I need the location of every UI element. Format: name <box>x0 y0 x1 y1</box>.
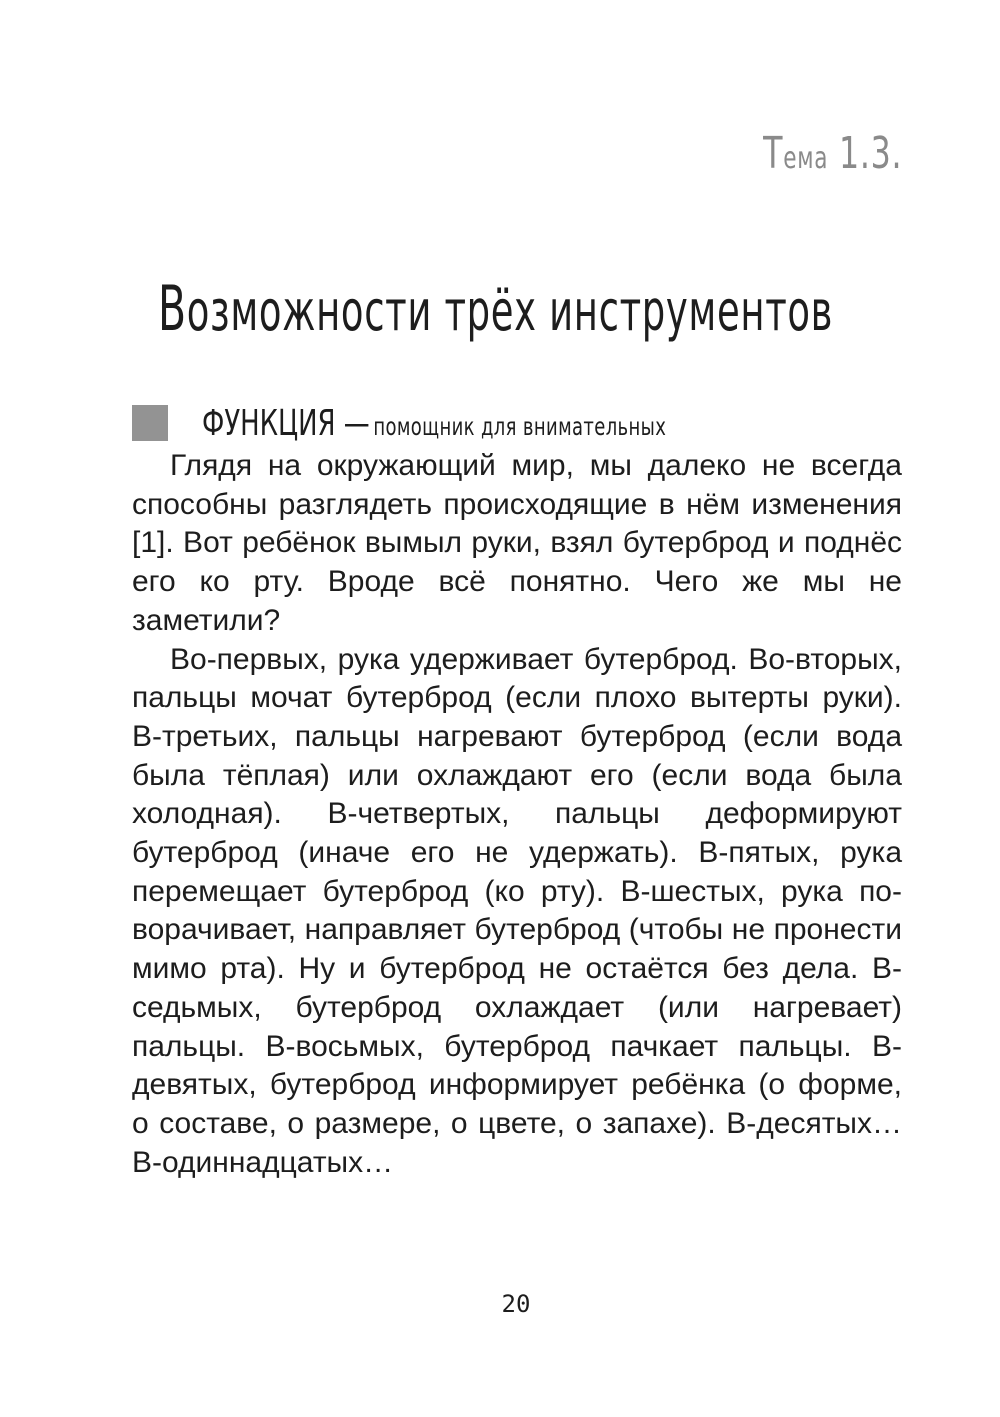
body-paragraph-1: Глядя на окружающий мир, мы далеко не всегда способны разглядеть происходящие в нём изменения [1]. Вот ребёнок вымыл руки, взял бутерброд и поднёс его ко рту. Вроде всё понятно. Чего же мы не заметили? <box>132 449 902 637</box>
section-square-icon <box>132 405 168 441</box>
section-heading-text <box>202 403 666 444</box>
body-text <box>132 447 902 1182</box>
section-heading-sub: помощник для внимательных <box>373 411 667 441</box>
body-paragraph-2: Во-первых, рука удерживает бутерброд. Во-вторых, пальцы мочат бутерброд (если плохо вытерты руки). В-третьих, пальцы нагревают бутерброд (если вода была тёплая) или охлаждают его (если вода была холодная). В-четвертых, пальцы деформируют бутерброд (иначе его не удержать). В-пятых, рука перемещает бутерброд (ко рту). В-шестых, рука поворачивает, направляет бутерброд (чтобы не пронести мимо рта). Ну и бутерброд не остаётся без дела. В-седьмых, бутерброд охлаждает (или нагревает) пальцы. В-восьмых, бутерброд пачкает пальцы. В-девятых, бутерброд информирует ребёнка (о форме, о составе, о размере, о цвете, о запахе). В-десятых… В-одиннадцатых… <box>132 642 902 1179</box>
section-heading <box>132 398 847 448</box>
topic-label-rest: ема <box>782 141 828 176</box>
chapter-title-first-letter: В <box>158 272 187 345</box>
section-heading-main: ФУНКЦИЯ — <box>202 402 370 444</box>
topic-label-first-letter: Т <box>762 128 783 179</box>
chapter-title-rest: озможности трёх инструментов <box>186 279 834 344</box>
topic-number: 1.3. <box>838 128 902 179</box>
chapter-title <box>158 272 834 345</box>
page-number: 20 <box>501 1290 531 1318</box>
topic-label <box>763 128 902 179</box>
